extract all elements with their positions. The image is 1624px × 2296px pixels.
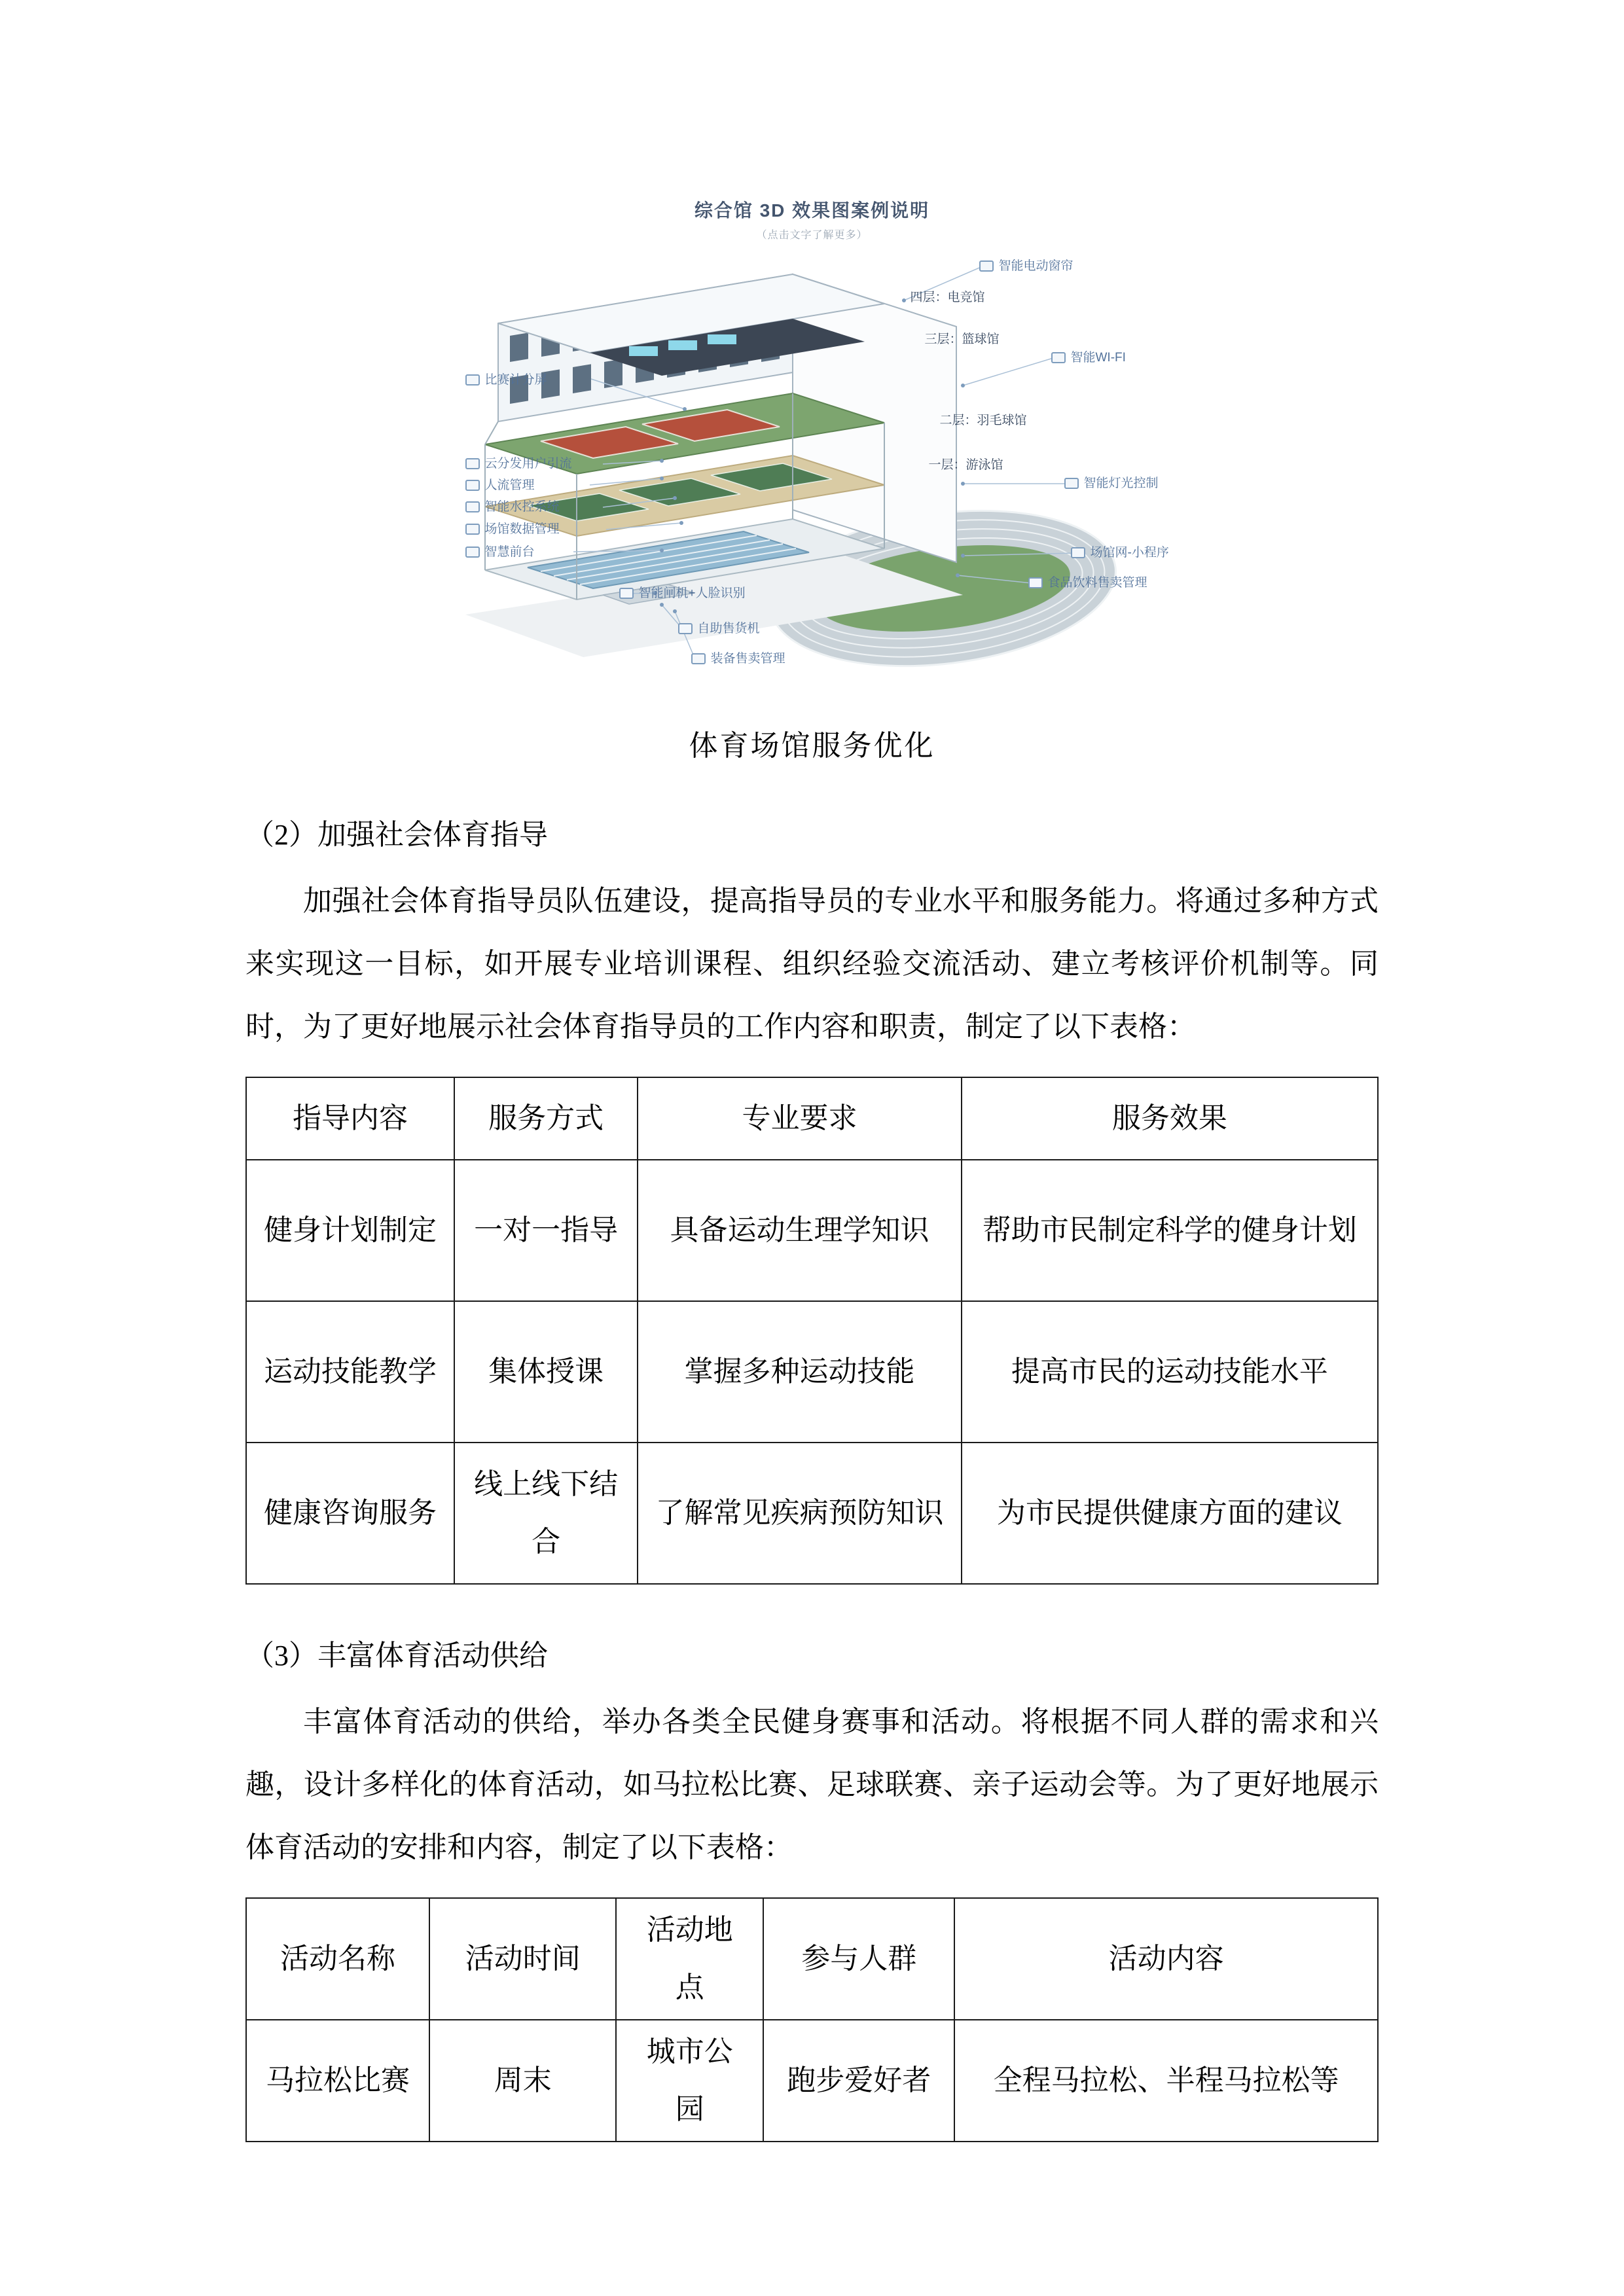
- callout-label: 智能WI-FI: [1070, 351, 1126, 365]
- table-cell: 掌握多种运动技能: [638, 1301, 961, 1443]
- light-icon: [1064, 478, 1079, 489]
- column-header: 参与人群: [763, 1898, 954, 2020]
- column-header: 活动名称: [246, 1898, 429, 2020]
- table-cell: 为市民提供健康方面的建议: [962, 1443, 1378, 1584]
- callout-label: 场馆网-小程序: [1090, 546, 1169, 560]
- callout-smart-gate: [619, 587, 746, 600]
- table-cell: 线上线下结合: [454, 1443, 638, 1584]
- callout-label: 场馆数据管理: [484, 522, 560, 536]
- column-header: 服务效果: [962, 1077, 1378, 1160]
- table-cell: 跑步爱好者: [763, 2020, 954, 2142]
- callout-label: 智能水控系统: [484, 500, 560, 514]
- callout-label: 比赛计分屏: [484, 373, 547, 387]
- callout-label: 智能灯光控制: [1083, 476, 1159, 490]
- stadium-figure: [245, 196, 1379, 764]
- column-header: 指导内容: [246, 1077, 454, 1160]
- section-3-paragraph: 丰富体育活动的供给，举办各类全民健身赛事和活动。将根据不同人群的需求和兴趣，设计多样化的体育活动，如马拉松比赛、足球联赛、亲子运动会等。为了更好地展示体育活动的安排和内容，制定了以下表格：: [245, 1706, 1379, 1863]
- activity-table-header-row: [246, 1898, 1378, 2020]
- people-icon: [465, 480, 480, 491]
- table-cell: 城市公园: [616, 2020, 763, 2142]
- guidance-table: [245, 1077, 1379, 1585]
- floor-label-2: 二层：羽毛球馆: [939, 414, 1027, 427]
- callout-venue-data: [465, 523, 560, 535]
- table-cell: 健身计划制定: [246, 1160, 454, 1301]
- desk-icon: [465, 547, 480, 558]
- table-row: [246, 2020, 1378, 2142]
- callout-label: 自助售货机: [697, 622, 760, 636]
- callout-food-beverage: [1028, 577, 1147, 589]
- data-icon: [465, 524, 480, 535]
- miniprogram-icon: [1071, 547, 1085, 558]
- stadium-3d-diagram: [387, 248, 1238, 693]
- figure-caption: 体育场馆服务优化: [689, 730, 935, 762]
- diagram-title: 综合馆 3D 效果图案例说明: [694, 200, 930, 221]
- callout-smart-lighting: [1064, 477, 1159, 490]
- section-2-heading: （2）加强社会体育指导: [245, 819, 548, 851]
- callout-label: 智能闸机+人脸识别: [638, 586, 746, 600]
- section-3-heading: （3）丰富体育活动供给: [245, 1640, 548, 1672]
- food-icon: [1028, 577, 1043, 588]
- callout-label: 人流管理: [484, 478, 535, 492]
- callout-crowd-management: [465, 479, 535, 492]
- table-row: [246, 1443, 1378, 1584]
- callout-water-control: [465, 501, 560, 513]
- section-2-paragraph: 加强社会体育指导员队伍建设，提高指导员的专业水平和服务能力。将通过多种方式来实现这一目标，如开展专业培训课程、组织经验交流活动、建立考核评价机制等。同时，为了更好地展示社会体育指导员的工作内容和职责，制定了以下表格：: [245, 885, 1379, 1043]
- table-cell: 了解常见疾病预防知识: [638, 1443, 961, 1584]
- callout-label: 云分发用户引流: [484, 457, 572, 471]
- callout-label: 食品饮料售卖管理: [1047, 576, 1147, 590]
- table-cell: 全程马拉松、半程马拉松等: [954, 2020, 1378, 2142]
- guidance-table-header-row: [246, 1077, 1378, 1160]
- column-header: 专业要求: [638, 1077, 961, 1160]
- table-cell: 具备运动生理学知识: [638, 1160, 961, 1301]
- water-icon: [465, 501, 480, 512]
- table-cell: 帮助市民制定科学的健身计划: [962, 1160, 1378, 1301]
- floor-label-3: 三层：篮球馆: [924, 332, 1000, 346]
- activity-table: [245, 1897, 1379, 2142]
- curtain-icon: [979, 260, 994, 272]
- callout-vending-machine: [678, 622, 760, 635]
- table-cell: 一对一指导: [454, 1160, 638, 1301]
- table-row: [246, 1160, 1378, 1301]
- wifi-icon: [1051, 352, 1066, 363]
- table-cell: 周末: [429, 2020, 616, 2142]
- cloud-icon: [465, 458, 480, 469]
- column-header: 活动时间: [429, 1898, 616, 2020]
- table-cell: 集体授课: [454, 1301, 638, 1443]
- callout-smart-curtain: [979, 260, 1074, 272]
- callout-cloud-stream: [465, 457, 572, 470]
- table-cell: 健康咨询服务: [246, 1443, 454, 1584]
- column-header: 服务方式: [454, 1077, 638, 1160]
- equipment-icon: [691, 653, 706, 664]
- scoreboard-icon: [465, 374, 480, 386]
- table-cell: 运动技能教学: [246, 1301, 454, 1443]
- callout-label: 智能电动窗帘: [998, 259, 1074, 273]
- table-cell: 马拉松比赛: [246, 2020, 429, 2142]
- callout-smart-wifi: [1051, 351, 1126, 364]
- vending-icon: [678, 623, 693, 634]
- floor-label-4: 四层：电竞馆: [910, 291, 985, 304]
- table-row: [246, 1301, 1378, 1443]
- column-header: 活动内容: [954, 1898, 1378, 2020]
- callout-smart-frontdesk: [465, 546, 535, 558]
- column-header: 活动地点: [616, 1898, 763, 2020]
- gate-icon: [619, 588, 634, 599]
- callout-equipment-sales: [691, 653, 785, 665]
- callout-scoreboard: [465, 374, 547, 386]
- callout-label: 装备售卖管理: [710, 652, 785, 666]
- building-illustration: [387, 248, 1238, 693]
- diagram-note: （点击文字了解更多）: [756, 230, 868, 241]
- table-cell: 提高市民的运动技能水平: [962, 1301, 1378, 1443]
- callout-mini-program: [1071, 547, 1169, 559]
- callout-label: 智慧前台: [484, 545, 535, 559]
- floor-label-1: 一层：游泳馆: [928, 458, 1003, 472]
